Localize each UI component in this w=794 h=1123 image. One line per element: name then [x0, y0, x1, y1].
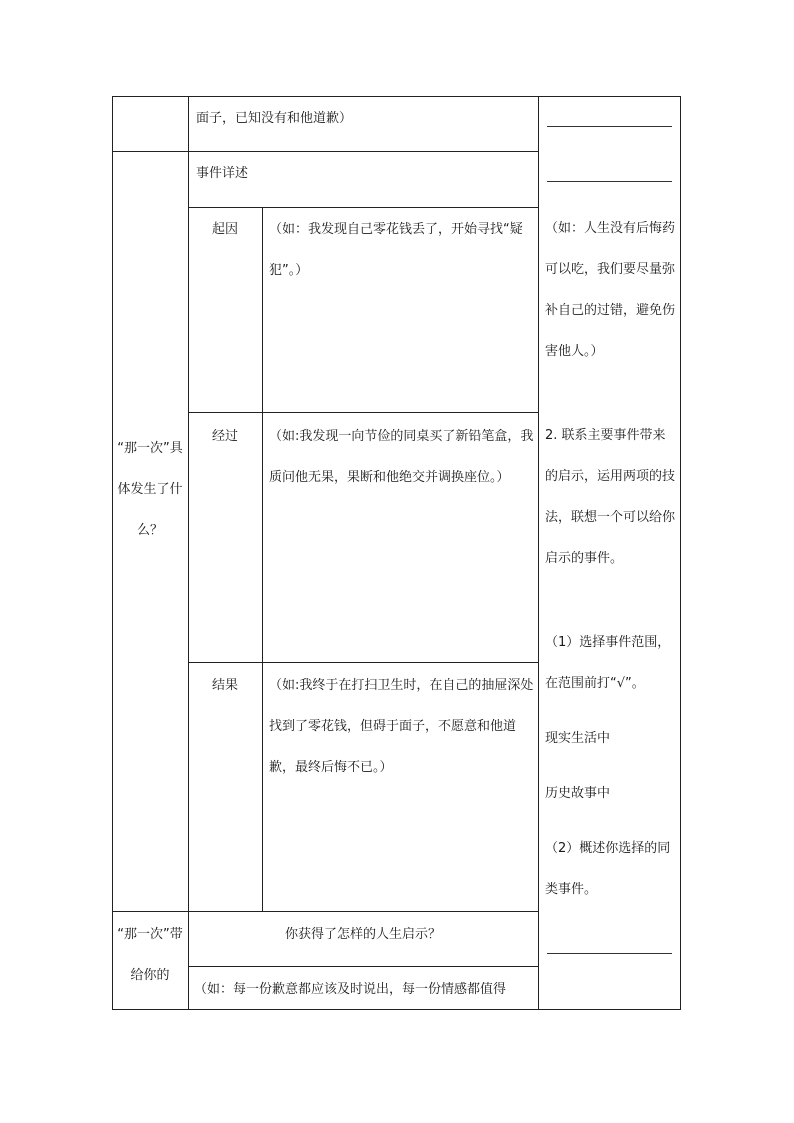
- inspiration-example: （如：每一份歉意都应该及时说出，每一份情感都值得: [194, 982, 507, 997]
- option-real-life[interactable]: 现实生活中: [545, 731, 611, 746]
- inspiration-question: 你获得了怎样的人生启示？: [284, 927, 441, 942]
- right-task-2: 2. 联系主要事件带来的启示，运用两项的技法，联想一个可以给你启示的事件。: [545, 428, 676, 566]
- left-label-what-it-brought: “那一次”带给你的: [117, 927, 183, 983]
- row-divider-6: [188, 966, 539, 967]
- row-divider-3: [188, 412, 539, 413]
- column-divider-inner: [262, 207, 263, 912]
- right-sub-2: （2）概述你选择的同类事件。: [545, 841, 671, 897]
- answer-blank-2[interactable]: [547, 181, 672, 182]
- left-label-what-happened: “那一次”具体发生了什么？: [117, 441, 183, 538]
- answer-blank-3[interactable]: [547, 953, 672, 954]
- row-divider-1: [112, 151, 539, 152]
- row-divider-5: [112, 911, 539, 912]
- event-label-cause: 起因: [211, 222, 238, 237]
- event-label-result: 结果: [211, 678, 238, 693]
- event-text-process: （如:我发现一向节俭的同桌买了新铅笔盒，我质问他无果，果断和他绝交并调换座位。）: [269, 429, 534, 485]
- column-divider-2: [538, 96, 539, 1010]
- row-divider-4: [188, 662, 539, 663]
- detail-header: 事件详述: [196, 166, 249, 181]
- table-right-border: [680, 96, 681, 1010]
- right-example-text: （如：人生没有后悔药可以吃，我们要尽量弥补自己的过错，避免伤害他人。）: [545, 221, 676, 359]
- event-text-cause: （如：我发现自己零花钱丢了，开始寻找“疑犯”。）: [269, 222, 523, 278]
- right-sub-1: （1）选择事件范围，在范围前打“√”。: [545, 635, 671, 691]
- event-label-process: 经过: [211, 429, 238, 444]
- event-text-result: （如:我终于在打扫卫生时，在自己的抽屉深处找到了零花钱，但碍于面子，不愿意和他道歉，最终后悔不已。）: [269, 678, 534, 775]
- row-divider-2: [188, 207, 539, 208]
- top-row-text: 面子，已知没有和他道歉）: [196, 111, 353, 126]
- table-left-border: [112, 96, 113, 1010]
- answer-blank-1[interactable]: [547, 126, 672, 127]
- table-top-border: [112, 96, 681, 97]
- option-history-story[interactable]: 历史故事中: [545, 786, 611, 801]
